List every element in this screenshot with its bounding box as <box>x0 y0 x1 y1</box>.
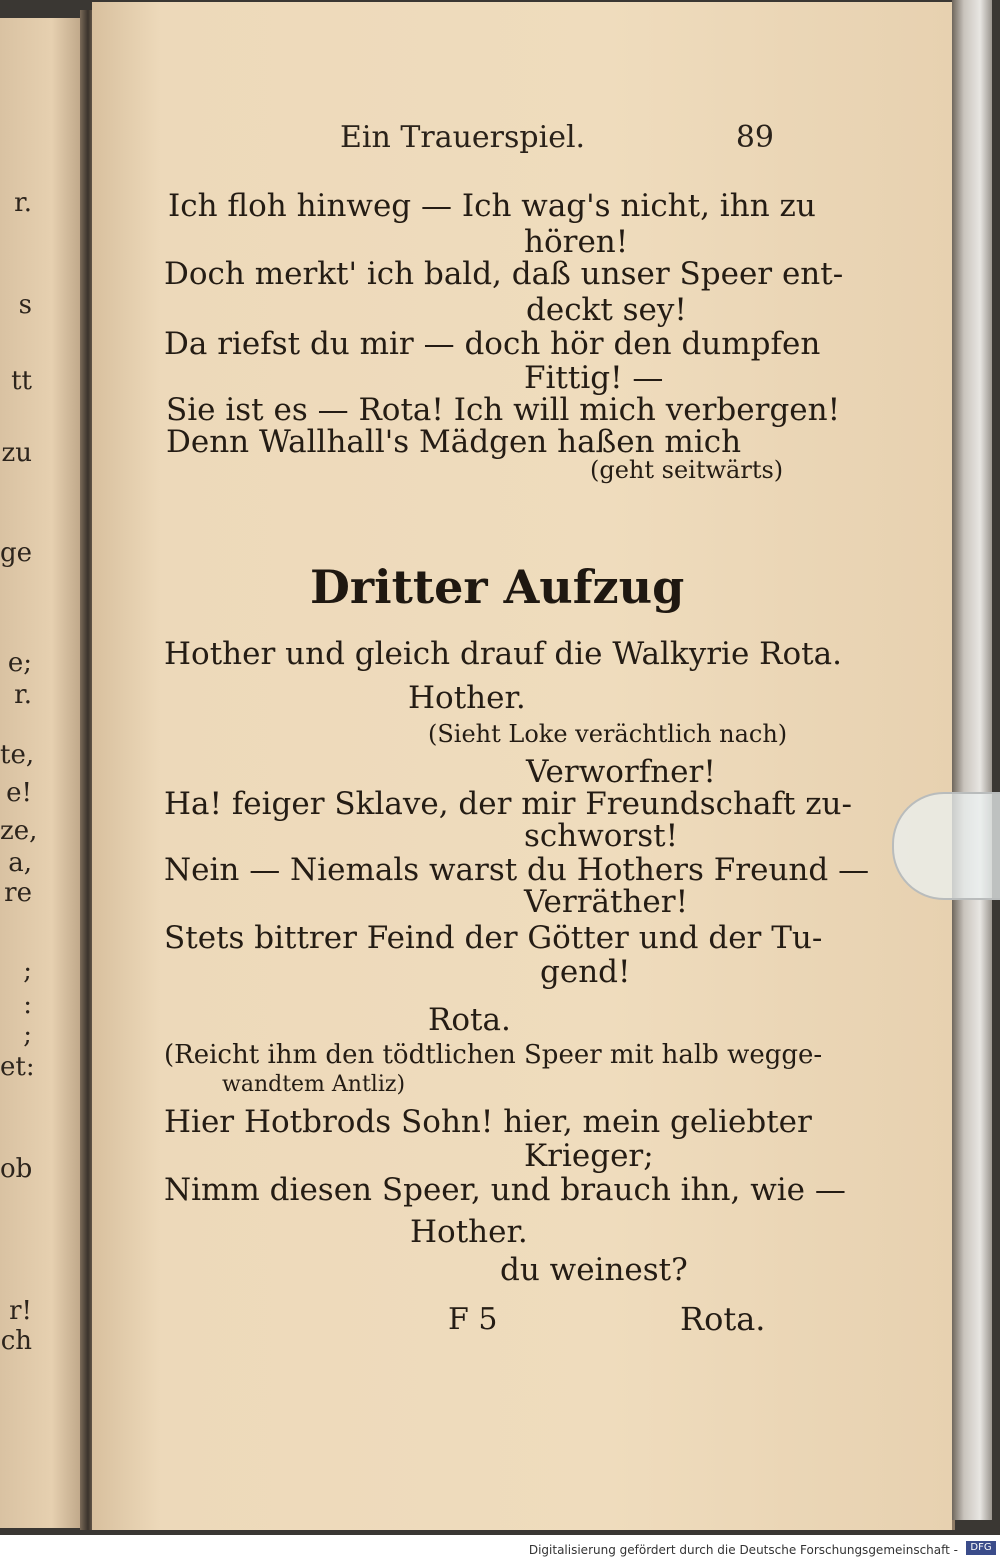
fragment: ; <box>23 956 32 986</box>
fragment: ge <box>0 538 33 568</box>
verse-line: Doch merkt' ich bald, daß unser Speer ent- <box>164 256 844 292</box>
verse-line: du weinest? <box>500 1252 688 1288</box>
fragment: te, <box>0 740 35 770</box>
speaker-name: Hother. <box>408 680 526 716</box>
stage-direction: (Sieht Loke verächtlich nach) <box>428 720 788 748</box>
fragment: : <box>23 990 32 1020</box>
act-heading: Dritter Aufzug <box>310 560 685 614</box>
fragment: s <box>18 290 32 320</box>
fragment: re <box>4 878 32 908</box>
verse-line: Ha! feiger Sklave, der mir Freundschaft zu- <box>164 786 852 822</box>
verse-line: gend! <box>540 954 631 990</box>
stage-direction: (geht seitwärts) <box>590 456 784 484</box>
fragment: ob <box>0 1154 33 1184</box>
verse-line: Verworfner! <box>526 754 716 790</box>
fragment: zu <box>1 438 32 468</box>
verse-line: Hier Hotbrods Sohn! hier, mein geliebter <box>164 1104 812 1140</box>
fragment: tt <box>11 366 32 396</box>
signature-mark: F 5 <box>448 1302 498 1337</box>
verse-line: Krieger; <box>524 1138 654 1174</box>
fragment: ch <box>0 1326 32 1356</box>
running-header <box>340 120 780 155</box>
fragment: e! <box>6 778 32 808</box>
book-clip <box>892 792 1000 900</box>
running-title: Ein Trauerspiel. <box>340 120 586 155</box>
verse-line: deckt sey! <box>526 292 687 328</box>
fragment: r. <box>14 188 32 218</box>
verse-line: Sie ist es — Rota! Ich will mich verbergen! <box>166 392 841 428</box>
speaker-name: Rota. <box>428 1002 511 1038</box>
verse-line: hören! <box>524 224 629 260</box>
footer-bar <box>0 1535 1000 1563</box>
verse-line: Da riefst du mir — doch hör den dumpfen <box>164 326 821 362</box>
fragment: ze, <box>0 816 38 846</box>
fragment: ; <box>23 1020 32 1050</box>
verse-line: Stets bittrer Feind der Götter und der Tu- <box>164 920 823 956</box>
dfg-logo: DFG <box>966 1541 996 1555</box>
catchword: Rota. <box>680 1300 766 1338</box>
fragment: a, <box>8 848 32 878</box>
fragment: r. <box>14 680 32 710</box>
speaker-name: Hother. <box>410 1214 528 1250</box>
fragment: e; <box>7 648 32 678</box>
scene-cast: Hother und gleich drauf die Walkyrie Rota. <box>164 636 842 672</box>
verse-line: Nimm diesen Speer, und brauch ihn, wie — <box>164 1172 846 1208</box>
stage-direction: wandtem Antliz) <box>222 1072 406 1097</box>
page-number: 89 <box>735 120 774 155</box>
fragment: et: <box>0 1052 35 1082</box>
verse-line: schworst! <box>524 818 679 854</box>
verse-line: Nein — Niemals warst du Hothers Freund — <box>164 852 870 888</box>
verse-line: Ich floh hinweg — Ich wag's nicht, ihn zu <box>168 188 816 224</box>
page-edge <box>952 0 992 1520</box>
footer-credit: Digitalisierung gefördert durch die Deutsche Forschungsgemeinschaft - <box>528 1543 958 1557</box>
verse-line: Verräther! <box>524 884 689 920</box>
fragment: r! <box>9 1296 32 1326</box>
verse-line: Fittig! — <box>524 360 664 396</box>
verse-line: Denn Wallhall's Mädgen haßen mich <box>166 424 742 460</box>
stage-direction: (Reicht ihm den tödtlichen Speer mit halb wegge- <box>164 1040 823 1070</box>
